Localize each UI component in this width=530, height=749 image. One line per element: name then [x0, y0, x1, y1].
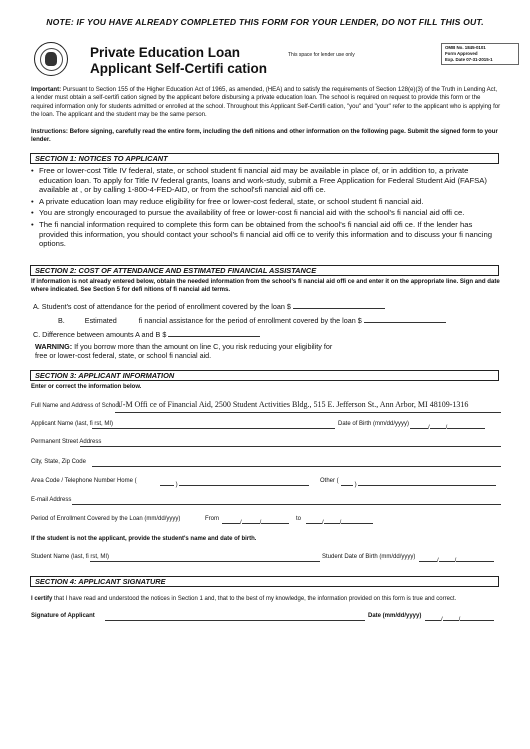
- signature-date-field[interactable]: / /: [425, 613, 494, 623]
- section2-heading: SECTION 2: COST OF ATTENDANCE AND ESTIMATED FINANCIAL ASSISTANCE: [30, 265, 499, 276]
- important-paragraph: [31, 86, 501, 119]
- lender-use-label: This space for lender use only: [288, 52, 355, 58]
- omb-box: [441, 43, 519, 65]
- signature-date-label: Date (mm/dd/yyyy): [368, 613, 422, 619]
- important-text: Pursuant to Section 155 of the Higher Education Act of 1965, as amended, (HEA) and to satisfy the requirements of Section 128(e)(3) of the Truth in Lending Act, a lender must obtain a self-certifi cation signed by the applicant before disbursing a private education loan. The school is required on request to provide this form or the required information only for students admitted or enrolled at the school. Throughout this Applicant Self-Certifi cation, "you" and "your" refer to the applicant who is applying for the loan. The applicant and the student may be the same person.: [31, 86, 501, 118]
- form-approved: Form Approved: [445, 51, 478, 56]
- student-name-label: Student Name (last, fi rst, MI): [31, 554, 110, 560]
- estimated-assistance-field[interactable]: [364, 315, 446, 323]
- section1-heading: SECTION 1: NOTICES TO APPLICANT: [30, 153, 499, 164]
- notice-item: • Free or lower-cost Title IV federal, state, or school student fi nancial aid may be available in place of, or in addition to, a private education loan. To apply for Title IV federal grants, loans and work-study, submit a Free Application for Federal Student Aid (FAFSA) available at , or by calling 1-800-4-FED-AID, or from the school'sfi nancial aid offi ce.: [31, 166, 487, 195]
- section1-bullets: [31, 166, 501, 249]
- email-label: E-mail Address: [31, 497, 72, 503]
- dob-field[interactable]: / /: [410, 421, 485, 431]
- school-line: [115, 412, 501, 413]
- period-to-label: to: [296, 516, 302, 522]
- title-line-2: Applicant Self-Certifi cation: [90, 61, 268, 76]
- permanent-address-label: Permanent Street Address: [31, 439, 102, 445]
- notice-item: • You are strongly encouraged to pursue the availability of free or lower-cost fi nancial aid with the school's fi nancial aid offi ce.: [31, 208, 465, 218]
- home-phone-field[interactable]: ): [160, 478, 309, 488]
- signature-label: Signature of Applicant: [31, 613, 95, 619]
- student-name-field[interactable]: [90, 561, 320, 562]
- form-title: [90, 45, 267, 77]
- other-phone-label: Other (: [320, 478, 339, 484]
- school-name-label: Full Name and Address of School: [31, 403, 121, 409]
- top-note: NOTE: IF YOU HAVE ALREADY COMPLETED THIS FORM FOR YOUR LENDER, DO NOT FILL THIS OUT.: [46, 17, 484, 27]
- certify-label: I certify: [31, 596, 53, 602]
- certify-statement: I certify that I have read and understood the notices in Section 1 and, that to the best of my knowledge, the information provided on this form is true and correct.: [31, 596, 457, 602]
- dob-label: Date of Birth (mm/dd/yyyy): [338, 421, 410, 427]
- line-b: B. Estimated fi nancial assistance for the period of enrollment covered by the loan $: [58, 315, 446, 325]
- line-c: C. Difference between amounts A and B $: [33, 329, 260, 339]
- student-dob-label: Student Date of Birth (mm/dd/yyyy): [322, 554, 416, 560]
- warning: WARNING: If you borrow more than the amount on line C, you risk reducing your eligibility for free or lower-cost federal, state, or school fi nancial aid.: [35, 342, 333, 360]
- phone-label: Area Code / Telephone Number Home (: [31, 478, 137, 484]
- email-field[interactable]: [72, 504, 501, 505]
- notice-item: • A private education loan may reduce eligibility for free or lower-cost federal, state, or school student fi nancial aid.: [31, 196, 424, 206]
- applicant-name-label: Applicant Name (last, fi rst, MI): [31, 421, 114, 427]
- notice-item: • The fi nancial information required to complete this form can be obtained from the school's fi nancial aid offi ce. If the lender has provided this information, you should contact your school's fi nancial aid offi ce to verify this information and to discuss your fi nancing options.: [31, 219, 492, 249]
- student-not-applicant-note: If the student is not the applicant, provide the student's name and date of birth.: [31, 536, 257, 542]
- applicant-name-field[interactable]: [92, 428, 335, 429]
- instructions: Instructions: Before signing, carefully read the entire form, including the defi nitions and other information on the following page. Submit the signed form to your lender.: [31, 128, 498, 144]
- section3-intro: Enter or correct the information below.: [31, 384, 142, 390]
- warning-label: WARNING:: [35, 342, 73, 351]
- section2-intro: If information is not already entered below, obtain the needed information from the school's fi nancial aid offi ce and enter it on the appropriate line. Sign and date where indicated. See Section 5 for defi nitions of fi nancial aid terms.: [31, 278, 500, 294]
- omb-number: OMB No. 1845-0101: [445, 45, 486, 50]
- difference-field[interactable]: [168, 329, 260, 337]
- other-phone-field[interactable]: ): [341, 478, 496, 488]
- period-from-label: From: [205, 516, 219, 522]
- title-line-1: Private Education Loan: [90, 45, 241, 60]
- period-label: Period of Enrollment Covered by the Loan (mm/dd/yyyy): [31, 516, 181, 522]
- permanent-address-field[interactable]: [80, 446, 501, 447]
- line-a: A. Student's cost of attendance for the period of enrollment covered by the loan $: [33, 301, 385, 311]
- period-from-field[interactable]: / /: [222, 516, 289, 526]
- section3-heading: SECTION 3: APPLICANT INFORMATION: [30, 370, 499, 381]
- period-to-field[interactable]: / /: [306, 516, 373, 526]
- section4-heading: SECTION 4: APPLICANT SIGNATURE: [30, 576, 499, 587]
- student-dob-field[interactable]: / /: [419, 554, 494, 564]
- city-label: City, State, Zip Code: [31, 459, 86, 465]
- department-seal-icon: [34, 42, 68, 76]
- signature-field[interactable]: [105, 620, 365, 621]
- city-field[interactable]: [92, 466, 501, 467]
- school-name-value[interactable]: U-M Offi ce of Financial Aid, 2500 Student Activities Bldg., 515 E. Jefferson St., Ann Arbor, MI 48109-1316: [117, 400, 469, 409]
- important-label: Important:: [31, 86, 62, 93]
- expiration-date: Exp. Date 07-31-2015-1: [445, 57, 493, 62]
- cost-of-attendance-field[interactable]: [293, 301, 385, 309]
